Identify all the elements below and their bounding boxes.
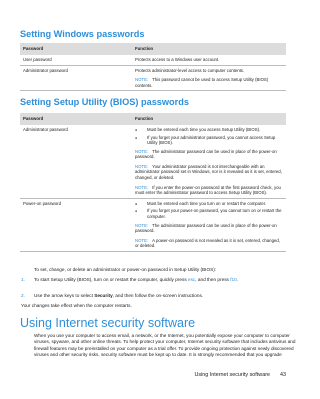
windows-passwords-table xyxy=(20,43,286,91)
step-number: 1. xyxy=(21,277,25,282)
list-item: ● Must be entered each time you access Setup Utility (BIOS). xyxy=(135,127,283,133)
column-header-function: Function xyxy=(132,43,286,55)
column-header-password: Password xyxy=(20,43,132,55)
step-text: Use the arrow keys to select xyxy=(34,293,95,298)
password-cell: Power-on password xyxy=(20,198,132,251)
function-cell xyxy=(132,198,286,251)
note-text: A power-on password is not revealed as it is set, entered, changed, or deleted. xyxy=(135,237,280,249)
section-title-bios-passwords: Setting Setup Utility (BIOS) passwords xyxy=(20,97,189,107)
table-header-row xyxy=(20,43,286,55)
step-text: To start Setup Utility (BIOS), turn on or restart the computer, quickly press xyxy=(34,277,188,282)
key-f10: f10 xyxy=(230,277,237,282)
section-title-windows-passwords: Setting Windows passwords xyxy=(20,29,145,39)
note-text: Your administrator password is not interchangeable with an administrator password set in Windows, nor is it revealed as it is set, entered, changed, or deleted. xyxy=(135,163,282,181)
bullet-list xyxy=(135,127,283,146)
table-row xyxy=(20,65,286,91)
function-text: Protects administrator-level access to computer contents. xyxy=(135,67,245,73)
note-label: NOTE: xyxy=(135,148,149,154)
step-2 xyxy=(21,293,296,299)
table-row xyxy=(20,125,286,198)
internet-security-body: When you use your computer to access email, a network, or the Internet, you potentially expose your computer to computer viruses, spyware, and other online threats. To help protect your computer, Internet security software that includes antivirus and firewall features may be preinstalled on your computer as a trial offer. To provide ongoing protection against newly discovered viruses and other security risks, security software must be kept up to date. It is strongly recommended that you upgrade xyxy=(34,333,296,358)
list-item: ● Must be entered each time you turn on or restart the computer. xyxy=(135,201,283,207)
password-cell: Administrator password xyxy=(20,65,132,91)
note-text: The administrator password can be used in place of the power-on password. xyxy=(135,148,277,160)
list-item: ● If you forget your administrator password, you cannot access Setup Utility (BIOS). xyxy=(135,135,283,146)
password-cell: User password xyxy=(20,55,132,65)
list-item: ● If you forget your power-on password, you cannot turn on or restart the computer. xyxy=(135,208,283,219)
key-esc: esc xyxy=(187,277,196,282)
function-cell: Protects access to a Windows user account. xyxy=(132,55,286,65)
note xyxy=(135,223,283,234)
bios-passwords-table xyxy=(20,113,286,252)
outro-text: Your changes take effect when the computer restarts. xyxy=(21,303,132,308)
password-cell: Administrator password xyxy=(20,125,132,198)
step-1 xyxy=(21,277,296,283)
step-number: 2. xyxy=(21,293,25,298)
bullet-list xyxy=(135,201,283,220)
note xyxy=(135,149,283,160)
function-cell xyxy=(132,125,286,198)
note xyxy=(135,77,283,88)
note-text: This password cannot be used to access Setup Utility (BIOS) contents. xyxy=(135,77,269,88)
function-cell xyxy=(132,65,286,91)
note-label: NOTE: xyxy=(135,222,149,228)
table-header-row xyxy=(20,113,286,125)
note-label: NOTE: xyxy=(135,163,149,169)
page-number: 43 xyxy=(280,372,286,378)
footer-text: Using Internet security software xyxy=(194,372,270,378)
note xyxy=(135,185,283,196)
step-text: , and then follow the on-screen instructions. xyxy=(112,293,204,298)
page-footer xyxy=(194,372,286,378)
intro-text: To set, change, or delete an administrator or power-on password in Setup Utility (BIOS): xyxy=(34,267,217,272)
step-text: . xyxy=(236,277,239,282)
note-text: The administrator password can be used in place of the power-on password. xyxy=(135,222,277,234)
table-row xyxy=(20,198,286,251)
note-label: NOTE: xyxy=(135,77,149,83)
column-header-password: Password xyxy=(20,113,132,125)
section-title-internet-security: Using Internet security software xyxy=(20,316,196,330)
note xyxy=(135,164,283,181)
security-menu-label: Security xyxy=(94,293,113,298)
note-text: If you enter the power-on password at the first password check, you must enter the administrator password to access Setup Utility (BIOS). xyxy=(135,184,281,196)
note xyxy=(135,238,283,249)
column-header-function: Function xyxy=(132,113,286,125)
step-text: , and then press xyxy=(195,277,231,282)
table-row xyxy=(20,55,286,65)
note-label: NOTE: xyxy=(135,237,149,243)
note-label: NOTE: xyxy=(135,184,149,190)
